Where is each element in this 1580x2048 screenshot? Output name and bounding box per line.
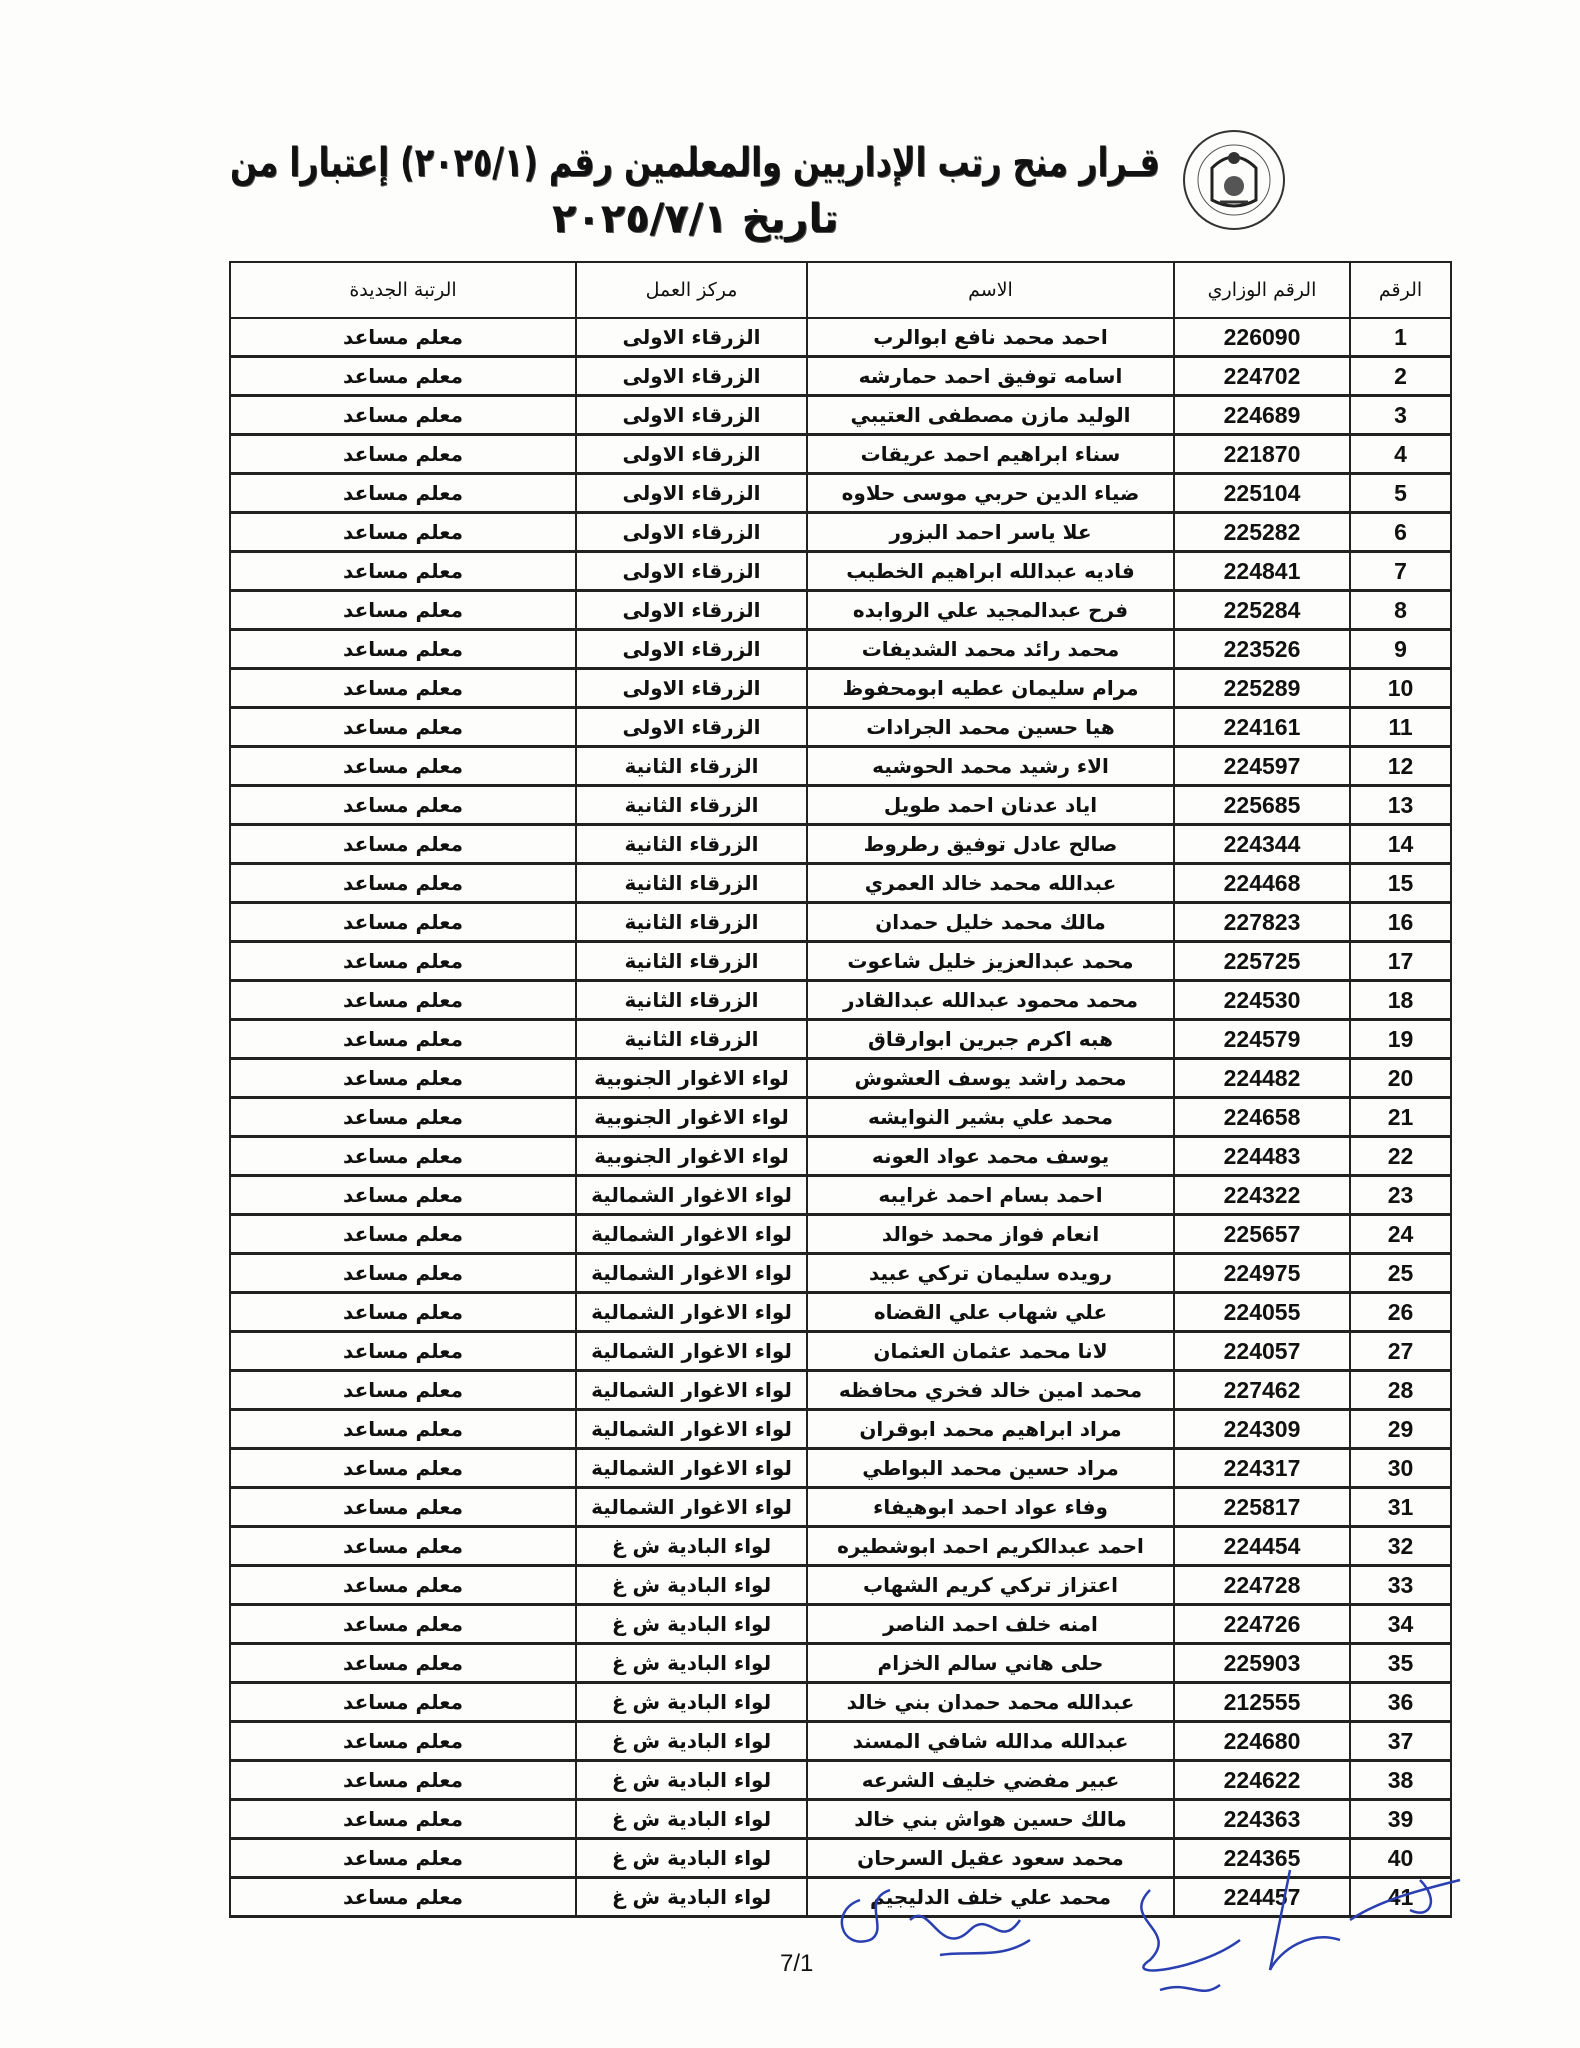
ministry-id: 224702	[1174, 357, 1350, 396]
table-row	[230, 396, 1451, 435]
workplace: الزرقاء الاولى	[576, 708, 807, 747]
workplace: لواء البادية ش غ	[576, 1644, 807, 1683]
workplace: لواء البادية ش غ	[576, 1566, 807, 1605]
row-number: 35	[1350, 1644, 1451, 1683]
workplace: الزرقاء الثانية	[576, 864, 807, 903]
employee-name: محمد علي خلف الدليجيم	[807, 1878, 1174, 1917]
row-number: 7	[1350, 552, 1451, 591]
column-header-number: الرقم	[1350, 262, 1451, 318]
table-row	[230, 1215, 1451, 1254]
employee-name: صالح عادل توفيق رطروط	[807, 825, 1174, 864]
ministry-id: 224055	[1174, 1293, 1350, 1332]
ministry-id: 223526	[1174, 630, 1350, 669]
workplace: الزرقاء الاولى	[576, 513, 807, 552]
row-number: 19	[1350, 1020, 1451, 1059]
row-number: 12	[1350, 747, 1451, 786]
row-number: 5	[1350, 474, 1451, 513]
workplace: الزرقاء الثانية	[576, 981, 807, 1020]
new-rank: معلم مساعد	[230, 1800, 576, 1839]
workplace: لواء الاغوار الشمالية	[576, 1176, 807, 1215]
workplace: لواء البادية ش غ	[576, 1722, 807, 1761]
new-rank: معلم مساعد	[230, 435, 576, 474]
new-rank: معلم مساعد	[230, 318, 576, 357]
row-number: 11	[1350, 708, 1451, 747]
employee-name: محمد امين خالد فخري محافظه	[807, 1371, 1174, 1410]
workplace: لواء البادية ش غ	[576, 1878, 807, 1917]
new-rank: معلم مساعد	[230, 1839, 576, 1878]
workplace: لواء الاغوار الشمالية	[576, 1410, 807, 1449]
ministry-id: 225284	[1174, 591, 1350, 630]
table-row	[230, 1098, 1451, 1137]
ministry-id: 221870	[1174, 435, 1350, 474]
table-row	[230, 1722, 1451, 1761]
row-number: 23	[1350, 1176, 1451, 1215]
document-date: تاريخ ٢٠٢٥/٧/١	[551, 196, 839, 242]
new-rank: معلم مساعد	[230, 1878, 576, 1917]
employee-name: انعام فواز محمد خوالد	[807, 1215, 1174, 1254]
employee-name: رويده سليمان تركي عبيد	[807, 1254, 1174, 1293]
employee-name: سناء ابراهيم احمد عريقات	[807, 435, 1174, 474]
table-row	[230, 1254, 1451, 1293]
new-rank: معلم مساعد	[230, 1644, 576, 1683]
new-rank: معلم مساعد	[230, 825, 576, 864]
ministry-id: 225725	[1174, 942, 1350, 981]
ministry-id: 225104	[1174, 474, 1350, 513]
page-number: 7/1	[780, 1950, 814, 1977]
employee-name: هبه اكرم جبرين ابوارقاق	[807, 1020, 1174, 1059]
new-rank: معلم مساعد	[230, 1527, 576, 1566]
ministry-id: 224579	[1174, 1020, 1350, 1059]
employee-name: اياد عدنان احمد طويل	[807, 786, 1174, 825]
ministry-seal-logo	[1180, 128, 1288, 232]
employee-name: مرام سليمان عطيه ابومحفوظ	[807, 669, 1174, 708]
row-number: 33	[1350, 1566, 1451, 1605]
employee-name: وفاء عواد احمد ابوهيفاء	[807, 1488, 1174, 1527]
employee-name: علي شهاب علي القضاه	[807, 1293, 1174, 1332]
table-row	[230, 357, 1451, 396]
row-number: 1	[1350, 318, 1451, 357]
row-number: 9	[1350, 630, 1451, 669]
ministry-id: 225685	[1174, 786, 1350, 825]
new-rank: معلم مساعد	[230, 513, 576, 552]
ministry-id: 224454	[1174, 1527, 1350, 1566]
workplace: لواء الاغوار الشمالية	[576, 1254, 807, 1293]
employee-name: علا ياسر احمد البزور	[807, 513, 1174, 552]
workplace: الزرقاء الاولى	[576, 357, 807, 396]
ministry-id: 225282	[1174, 513, 1350, 552]
new-rank: معلم مساعد	[230, 1059, 576, 1098]
new-rank: معلم مساعد	[230, 1215, 576, 1254]
workplace: الزرقاء الاولى	[576, 552, 807, 591]
table-row	[230, 747, 1451, 786]
workplace: لواء الاغوار الشمالية	[576, 1293, 807, 1332]
table-row	[230, 903, 1451, 942]
row-number: 17	[1350, 942, 1451, 981]
row-number: 39	[1350, 1800, 1451, 1839]
row-number: 30	[1350, 1449, 1451, 1488]
row-number: 24	[1350, 1215, 1451, 1254]
employee-name: مراد حسين محمد البواطي	[807, 1449, 1174, 1488]
ministry-id: 224483	[1174, 1137, 1350, 1176]
ministry-id: 225817	[1174, 1488, 1350, 1527]
ministry-id: 224309	[1174, 1410, 1350, 1449]
ministry-id: 224468	[1174, 864, 1350, 903]
ministry-id: 224689	[1174, 396, 1350, 435]
employee-name: محمد محمود عبدالله عبدالقادر	[807, 981, 1174, 1020]
row-number: 40	[1350, 1839, 1451, 1878]
table-row	[230, 1683, 1451, 1722]
new-rank: معلم مساعد	[230, 630, 576, 669]
ministry-id: 224161	[1174, 708, 1350, 747]
column-header-name: الاسم	[807, 262, 1174, 318]
row-number: 34	[1350, 1605, 1451, 1644]
column-header-ministry-id: الرقم الوزاري	[1174, 262, 1350, 318]
new-rank: معلم مساعد	[230, 1137, 576, 1176]
workplace: لواء الاغوار الجنوبية	[576, 1059, 807, 1098]
row-number: 27	[1350, 1332, 1451, 1371]
workplace: لواء الاغوار الشمالية	[576, 1332, 807, 1371]
row-number: 22	[1350, 1137, 1451, 1176]
table-row	[230, 1449, 1451, 1488]
workplace: لواء الاغوار الجنوبية	[576, 1137, 807, 1176]
new-rank: معلم مساعد	[230, 747, 576, 786]
ministry-id: 224728	[1174, 1566, 1350, 1605]
workplace: لواء الاغوار الشمالية	[576, 1371, 807, 1410]
row-number: 3	[1350, 396, 1451, 435]
new-rank: معلم مساعد	[230, 1254, 576, 1293]
ministry-id: 224622	[1174, 1761, 1350, 1800]
table-row	[230, 669, 1451, 708]
employee-name: اسامه توفيق احمد حمارشه	[807, 357, 1174, 396]
employee-name: الاء رشيد محمد الحوشيه	[807, 747, 1174, 786]
employee-name: عبير مفضي خليف الشرعه	[807, 1761, 1174, 1800]
ministry-id: 224344	[1174, 825, 1350, 864]
new-rank: معلم مساعد	[230, 474, 576, 513]
employee-name: مراد ابراهيم محمد ابوقران	[807, 1410, 1174, 1449]
new-rank: معلم مساعد	[230, 1098, 576, 1137]
table-row	[230, 1332, 1451, 1371]
ministry-id: 225657	[1174, 1215, 1350, 1254]
workplace: لواء البادية ش غ	[576, 1800, 807, 1839]
employee-name: الوليد مازن مصطفى العتيبي	[807, 396, 1174, 435]
workplace: لواء الاغوار الجنوبية	[576, 1098, 807, 1137]
new-rank: معلم مساعد	[230, 669, 576, 708]
ministry-id: 224726	[1174, 1605, 1350, 1644]
table-row	[230, 1137, 1451, 1176]
row-number: 25	[1350, 1254, 1451, 1293]
ministry-id: 224317	[1174, 1449, 1350, 1488]
table-row	[230, 552, 1451, 591]
table-row	[230, 1527, 1451, 1566]
row-number: 29	[1350, 1410, 1451, 1449]
table-row	[230, 981, 1451, 1020]
row-number: 10	[1350, 669, 1451, 708]
workplace: الزرقاء الاولى	[576, 630, 807, 669]
table-row	[230, 435, 1451, 474]
table-row	[230, 864, 1451, 903]
row-number: 8	[1350, 591, 1451, 630]
table-row	[230, 1800, 1451, 1839]
ministry-id: 224363	[1174, 1800, 1350, 1839]
workplace: الزرقاء الثانية	[576, 747, 807, 786]
table-row	[230, 1020, 1451, 1059]
document-title: قـرار منح رتب الإداريين والمعلمين رقم (٢٠٢٥/١) إعتبارا من	[230, 140, 1160, 186]
row-number: 31	[1350, 1488, 1451, 1527]
new-rank: معلم مساعد	[230, 1605, 576, 1644]
employee-name: هيا حسين محمد الجرادات	[807, 708, 1174, 747]
workplace: الزرقاء الثانية	[576, 825, 807, 864]
new-rank: معلم مساعد	[230, 942, 576, 981]
new-rank: معلم مساعد	[230, 1332, 576, 1371]
table-row	[230, 1761, 1451, 1800]
workplace: لواء البادية ش غ	[576, 1761, 807, 1800]
ministry-id: 224057	[1174, 1332, 1350, 1371]
table-row	[230, 630, 1451, 669]
new-rank: معلم مساعد	[230, 1293, 576, 1332]
new-rank: معلم مساعد	[230, 1020, 576, 1059]
workplace: لواء البادية ش غ	[576, 1605, 807, 1644]
employee-name: عبدالله محمد حمدان بني خالد	[807, 1683, 1174, 1722]
ministry-id: 224975	[1174, 1254, 1350, 1293]
row-number: 37	[1350, 1722, 1451, 1761]
row-number: 16	[1350, 903, 1451, 942]
table-row	[230, 942, 1451, 981]
document-title-box	[230, 138, 1160, 190]
employee-name: لانا محمد عثمان العثمان	[807, 1332, 1174, 1371]
new-rank: معلم مساعد	[230, 708, 576, 747]
table-header-row	[230, 262, 1451, 318]
table-row	[230, 1293, 1451, 1332]
employee-name: يوسف محمد عواد العونه	[807, 1137, 1174, 1176]
ministry-id: 227823	[1174, 903, 1350, 942]
table-row	[230, 513, 1451, 552]
row-number: 32	[1350, 1527, 1451, 1566]
ministry-id: 224365	[1174, 1839, 1350, 1878]
new-rank: معلم مساعد	[230, 1449, 576, 1488]
ministry-id: 224482	[1174, 1059, 1350, 1098]
ministry-id: 225903	[1174, 1644, 1350, 1683]
row-number: 38	[1350, 1761, 1451, 1800]
table-row	[230, 474, 1451, 513]
row-number: 41	[1350, 1878, 1451, 1917]
table-row	[230, 591, 1451, 630]
row-number: 13	[1350, 786, 1451, 825]
employee-name: احمد محمد نافع ابوالرب	[807, 318, 1174, 357]
employee-name: اعتزاز تركي كريم الشهاب	[807, 1566, 1174, 1605]
new-rank: معلم مساعد	[230, 786, 576, 825]
workplace: الزرقاء الاولى	[576, 591, 807, 630]
employee-name: محمد رائد محمد الشديفات	[807, 630, 1174, 669]
employee-name: فرح عبدالمجيد علي الروابده	[807, 591, 1174, 630]
workplace: لواء البادية ش غ	[576, 1683, 807, 1722]
workplace: لواء البادية ش غ	[576, 1839, 807, 1878]
signatures	[820, 1860, 1540, 2040]
workplace: الزرقاء الثانية	[576, 1020, 807, 1059]
document-date-box	[230, 194, 1160, 246]
ministry-id: 224841	[1174, 552, 1350, 591]
workplace: الزرقاء الاولى	[576, 435, 807, 474]
table-row	[230, 1488, 1451, 1527]
employee-name: محمد سعود عقيل السرحان	[807, 1839, 1174, 1878]
row-number: 20	[1350, 1059, 1451, 1098]
employee-name: محمد راشد يوسف العشوش	[807, 1059, 1174, 1098]
employee-name: محمد علي بشير النوايشه	[807, 1098, 1174, 1137]
new-rank: معلم مساعد	[230, 1176, 576, 1215]
workplace: لواء الاغوار الشمالية	[576, 1449, 807, 1488]
row-number: 21	[1350, 1098, 1451, 1137]
row-number: 36	[1350, 1683, 1451, 1722]
workplace: الزرقاء الثانية	[576, 942, 807, 981]
new-rank: معلم مساعد	[230, 981, 576, 1020]
workplace: لواء الاغوار الشمالية	[576, 1215, 807, 1254]
table-row	[230, 825, 1451, 864]
workplace: الزرقاء الاولى	[576, 474, 807, 513]
new-rank: معلم مساعد	[230, 1566, 576, 1605]
table-row	[230, 1566, 1451, 1605]
employee-name: حلى هاني سالم الخزام	[807, 1644, 1174, 1683]
new-rank: معلم مساعد	[230, 396, 576, 435]
employee-name: امنه خلف احمد الناصر	[807, 1605, 1174, 1644]
row-number: 6	[1350, 513, 1451, 552]
table-row	[230, 1644, 1451, 1683]
workplace: الزرقاء الاولى	[576, 318, 807, 357]
workplace: الزرقاء الاولى	[576, 396, 807, 435]
ministry-id: 224322	[1174, 1176, 1350, 1215]
ministry-id: 226090	[1174, 318, 1350, 357]
ministry-id: 227462	[1174, 1371, 1350, 1410]
column-header-workplace: مركز العمل	[576, 262, 807, 318]
table-row	[230, 1059, 1451, 1098]
employee-name: محمد عبدالعزيز خليل شاعوت	[807, 942, 1174, 981]
workplace: الزرقاء الاولى	[576, 669, 807, 708]
new-rank: معلم مساعد	[230, 1488, 576, 1527]
employee-name: عبدالله مدالله شافي المسند	[807, 1722, 1174, 1761]
row-number: 4	[1350, 435, 1451, 474]
column-header-new-rank: الرتبة الجديدة	[230, 262, 576, 318]
row-number: 18	[1350, 981, 1451, 1020]
table-row	[230, 1176, 1451, 1215]
ministry-id: 224658	[1174, 1098, 1350, 1137]
row-number: 15	[1350, 864, 1451, 903]
ministry-id: 224680	[1174, 1722, 1350, 1761]
workplace: لواء الاغوار الشمالية	[576, 1488, 807, 1527]
employee-name: فاديه عبدالله ابراهيم الخطيب	[807, 552, 1174, 591]
ranks-table	[229, 261, 1452, 1918]
employee-name: احمد عبدالكريم احمد ابوشطيره	[807, 1527, 1174, 1566]
employee-name: مالك حسين هواش بني خالد	[807, 1800, 1174, 1839]
employee-name: عبدالله محمد خالد العمري	[807, 864, 1174, 903]
row-number: 14	[1350, 825, 1451, 864]
new-rank: معلم مساعد	[230, 357, 576, 396]
new-rank: معلم مساعد	[230, 591, 576, 630]
new-rank: معلم مساعد	[230, 1761, 576, 1800]
employee-name: احمد بسام احمد غرايبه	[807, 1176, 1174, 1215]
new-rank: معلم مساعد	[230, 903, 576, 942]
ministry-id: 224457	[1174, 1878, 1350, 1917]
employee-name: ضياء الدين حربي موسى حلاوه	[807, 474, 1174, 513]
new-rank: معلم مساعد	[230, 1410, 576, 1449]
row-number: 2	[1350, 357, 1451, 396]
ministry-id: 225289	[1174, 669, 1350, 708]
new-rank: معلم مساعد	[230, 1683, 576, 1722]
workplace: الزرقاء الثانية	[576, 903, 807, 942]
new-rank: معلم مساعد	[230, 552, 576, 591]
row-number: 28	[1350, 1371, 1451, 1410]
table-row	[230, 1605, 1451, 1644]
new-rank: معلم مساعد	[230, 864, 576, 903]
table-row	[230, 1410, 1451, 1449]
ministry-id: 224597	[1174, 747, 1350, 786]
table-row	[230, 708, 1451, 747]
table-row	[230, 318, 1451, 357]
employee-name: مالك محمد خليل حمدان	[807, 903, 1174, 942]
table-row	[230, 1371, 1451, 1410]
workplace: الزرقاء الثانية	[576, 786, 807, 825]
ministry-id: 224530	[1174, 981, 1350, 1020]
new-rank: معلم مساعد	[230, 1371, 576, 1410]
new-rank: معلم مساعد	[230, 1722, 576, 1761]
table-row	[230, 786, 1451, 825]
ministry-id: 212555	[1174, 1683, 1350, 1722]
row-number: 26	[1350, 1293, 1451, 1332]
workplace: لواء البادية ش غ	[576, 1527, 807, 1566]
